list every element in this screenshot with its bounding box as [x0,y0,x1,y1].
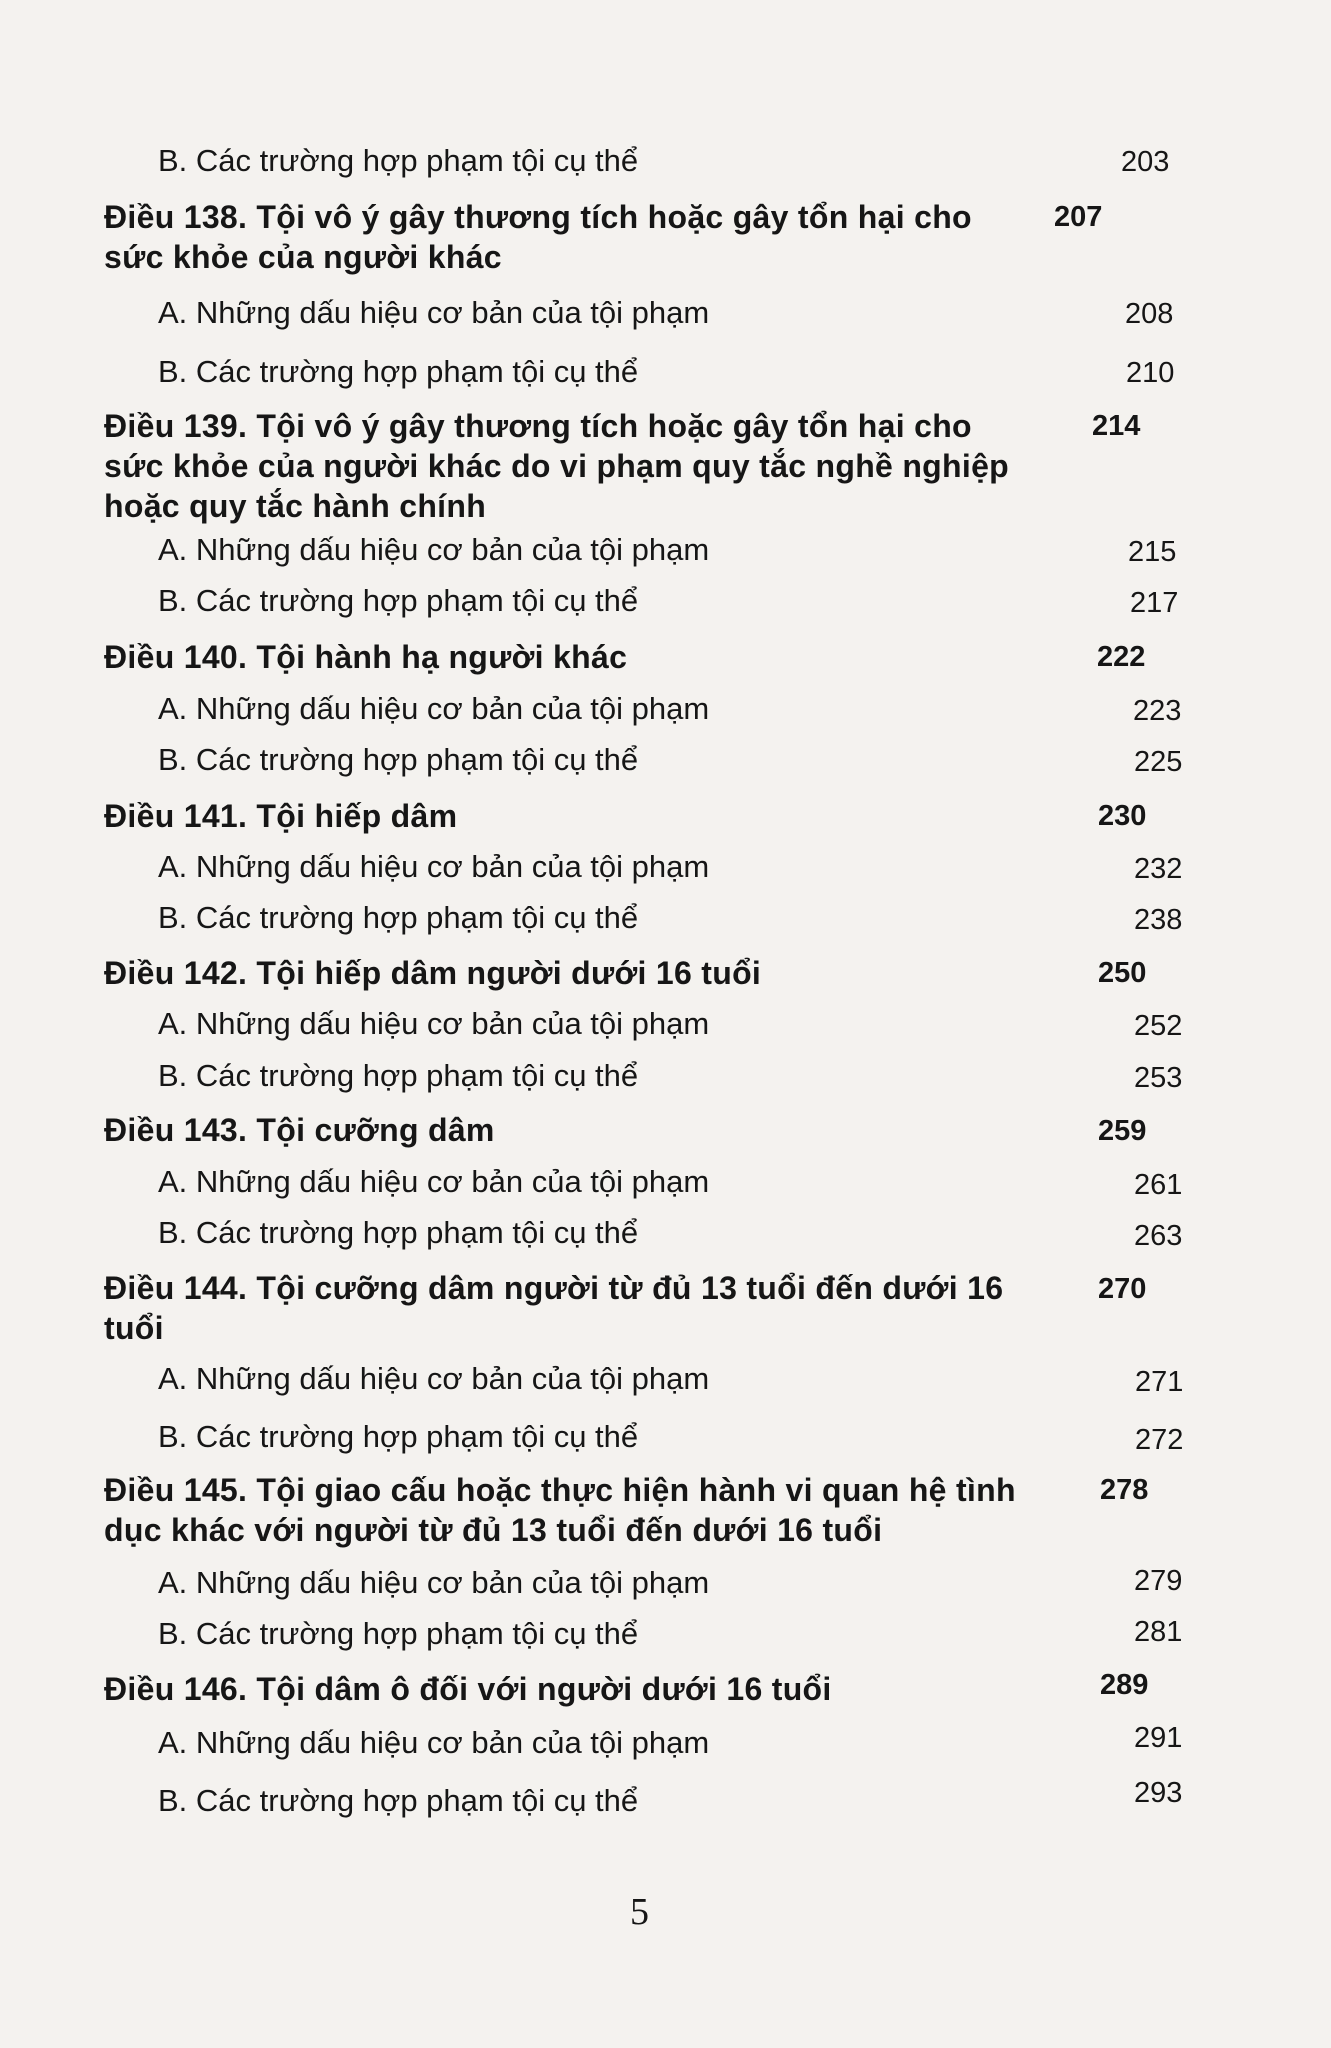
toc-page-number: 238 [1134,904,1183,936]
toc-page-number: 232 [1134,853,1183,885]
toc-article-label: Điều 139. Tội vô ý gây thương tích hoặc gây tổn hại cho sức khỏe của người khác do vi phạm quy tắc nghề nghiệp hoặc quy tắc hành chính [104,408,1010,524]
toc-page-number: 210 [1126,357,1175,389]
page-number-footer: 5 [630,1891,649,1933]
toc-page-number: 270 [1098,1273,1147,1305]
toc-page-number: 203 [1121,146,1170,178]
toc-article-label: Điều 143. Tội cưỡng dâm [104,1112,495,1148]
toc-article-label: Điều 141. Tội hiếp dâm [104,798,458,834]
toc-subentry-label: B. Các trường hợp phạm tội cụ thể [158,143,639,178]
toc-page-number: 252 [1134,1010,1183,1042]
toc-subentry-label: B. Các trường hợp phạm tội cụ thể [158,1616,639,1651]
toc-subentry-label: B. Các trường hợp phạm tội cụ thể [158,1215,639,1250]
toc-page-number: 289 [1100,1669,1149,1701]
toc-subentry-label: A. Những dấu hiệu cơ bản của tội phạm [158,295,710,330]
toc-page-number: 215 [1128,536,1177,568]
toc-page-number: 253 [1134,1062,1183,1094]
toc-page-number: 279 [1134,1565,1183,1597]
toc-page-number: 217 [1130,587,1179,619]
toc-page-number: 208 [1125,298,1174,330]
toc-article-label: Điều 145. Tội giao cấu hoặc thực hiện hành vi quan hệ tình dục khác với người từ đủ 13 tuổi đến dưới 16 tuổi [104,1472,1016,1548]
toc-page-number: 263 [1134,1220,1183,1252]
toc-page-number: 222 [1097,641,1146,673]
toc-page-number: 278 [1100,1474,1149,1506]
toc-subentry-label: B. Các trường hợp phạm tội cụ thể [158,1058,639,1093]
toc-subentry-label: B. Các trường hợp phạm tội cụ thể [158,742,639,777]
toc-page-number: 272 [1135,1424,1184,1456]
toc-page-number: 223 [1133,695,1182,727]
toc-page-number: 214 [1092,410,1141,442]
toc-page-number: 250 [1098,957,1147,989]
toc-subentry-label: B. Các trường hợp phạm tội cụ thể [158,354,639,389]
toc-subentry-label: A. Những dấu hiệu cơ bản của tội phạm [158,1164,710,1199]
toc-subentry-label: A. Những dấu hiệu cơ bản của tội phạm [158,1361,710,1396]
toc-page-number: 261 [1134,1169,1183,1201]
toc-subentry-label: A. Những dấu hiệu cơ bản của tội phạm [158,1725,710,1760]
toc-page-number: 230 [1098,800,1147,832]
toc-subentry-label: A. Những dấu hiệu cơ bản của tội phạm [158,1006,710,1041]
toc-page-number: 225 [1134,746,1183,778]
toc-subentry-label: A. Những dấu hiệu cơ bản của tội phạm [158,849,710,884]
toc-page-number: 259 [1098,1115,1147,1147]
toc-page-number: 271 [1135,1366,1184,1398]
toc-article-label: Điều 144. Tội cưỡng dâm người từ đủ 13 tuổi đến dưới 16 tuổi [104,1270,1004,1346]
toc-subentry-label: A. Những dấu hiệu cơ bản của tội phạm [158,691,710,726]
toc-subentry-label: A. Những dấu hiệu cơ bản của tội phạm [158,532,710,567]
toc-page-number: 293 [1134,1777,1183,1809]
toc-subentry-label: A. Những dấu hiệu cơ bản của tội phạm [158,1565,710,1600]
toc-subentry-label: B. Các trường hợp phạm tội cụ thể [158,1419,639,1454]
toc-page-number: 281 [1134,1616,1183,1648]
toc-article-label: Điều 138. Tội vô ý gây thương tích hoặc gây tổn hại cho sức khỏe của người khác [104,199,972,275]
toc-subentry-label: B. Các trường hợp phạm tội cụ thể [158,1783,639,1818]
toc-article-label: Điều 146. Tội dâm ô đối với người dưới 16 tuổi [104,1671,832,1707]
toc-article-label: Điều 142. Tội hiếp dâm người dưới 16 tuổi [104,955,762,991]
toc-subentry-label: B. Các trường hợp phạm tội cụ thể [158,583,639,618]
toc-subentry-label: B. Các trường hợp phạm tội cụ thể [158,900,639,935]
toc-article-label: Điều 140. Tội hành hạ người khác [104,639,628,675]
toc-page-number: 207 [1054,201,1103,233]
toc-page-number: 291 [1134,1722,1183,1754]
